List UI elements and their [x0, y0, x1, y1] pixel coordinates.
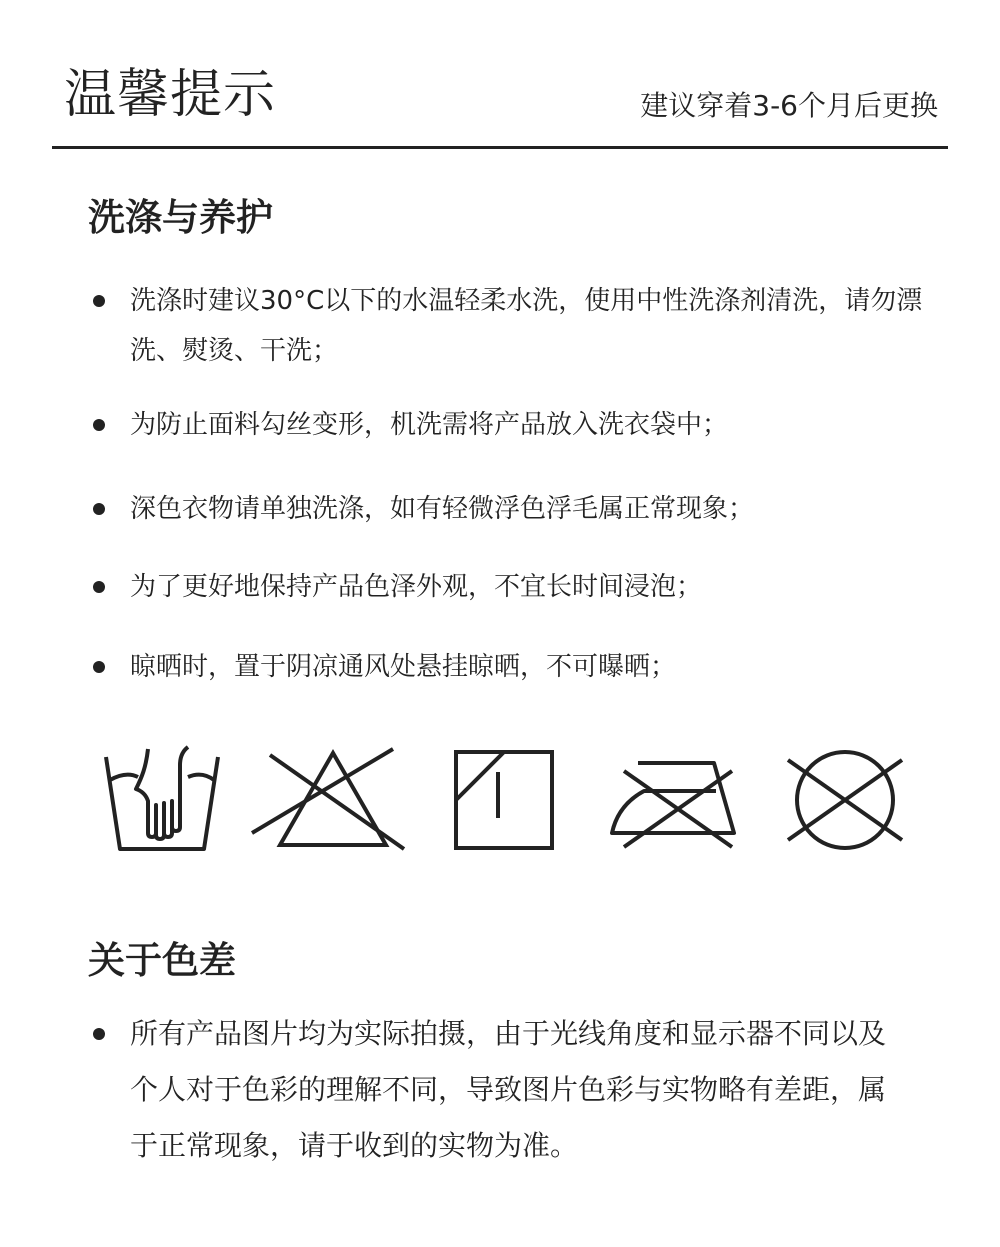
- bullet-icon: [93, 503, 105, 515]
- do-not-iron-icon: [608, 755, 740, 855]
- care-section-title: 洗涤与养护: [88, 196, 273, 239]
- care-item: 为防止面料勾丝变形，机洗需将产品放入洗衣袋中；: [88, 400, 928, 450]
- bullet-icon: [93, 581, 105, 593]
- hand-wash-icon: [100, 745, 222, 855]
- color-section-title: 关于色差: [88, 939, 236, 982]
- bullet-icon: [93, 295, 105, 307]
- care-item: 洗涤时建议30°C以下的水温轻柔水洗，使用中性洗涤剂清洗，请勿漂洗、熨烫、干洗；: [88, 276, 928, 376]
- bullet-icon: [93, 1028, 105, 1040]
- care-item: 为了更好地保持产品色泽外观，不宜长时间浸泡；: [88, 562, 928, 612]
- bullet-icon: [93, 661, 105, 673]
- bullet-icon: [93, 419, 105, 431]
- replace-advice: 建议穿着3-6个月后更换: [640, 89, 938, 122]
- drip-dry-icon: [452, 748, 556, 852]
- page-title: 温馨提示: [64, 65, 277, 125]
- care-item: 深色衣物请单独洗涤，如有轻微浮色浮毛属正常现象；: [88, 484, 928, 534]
- do-not-dry-clean-icon: [784, 745, 906, 855]
- color-item: 所有产品图片均为实际拍摄，由于光线角度和显示器不同以及个人对于色彩的理解不同，导致图片色彩与实物略有差距，属于正常现象，请于收到的实物为准。: [88, 1006, 908, 1174]
- header: [52, 0, 948, 149]
- do-not-bleach-icon: [248, 745, 408, 855]
- care-item: 晾晒时，置于阴凉通风处悬挂晾晒，不可曝晒；: [88, 642, 928, 692]
